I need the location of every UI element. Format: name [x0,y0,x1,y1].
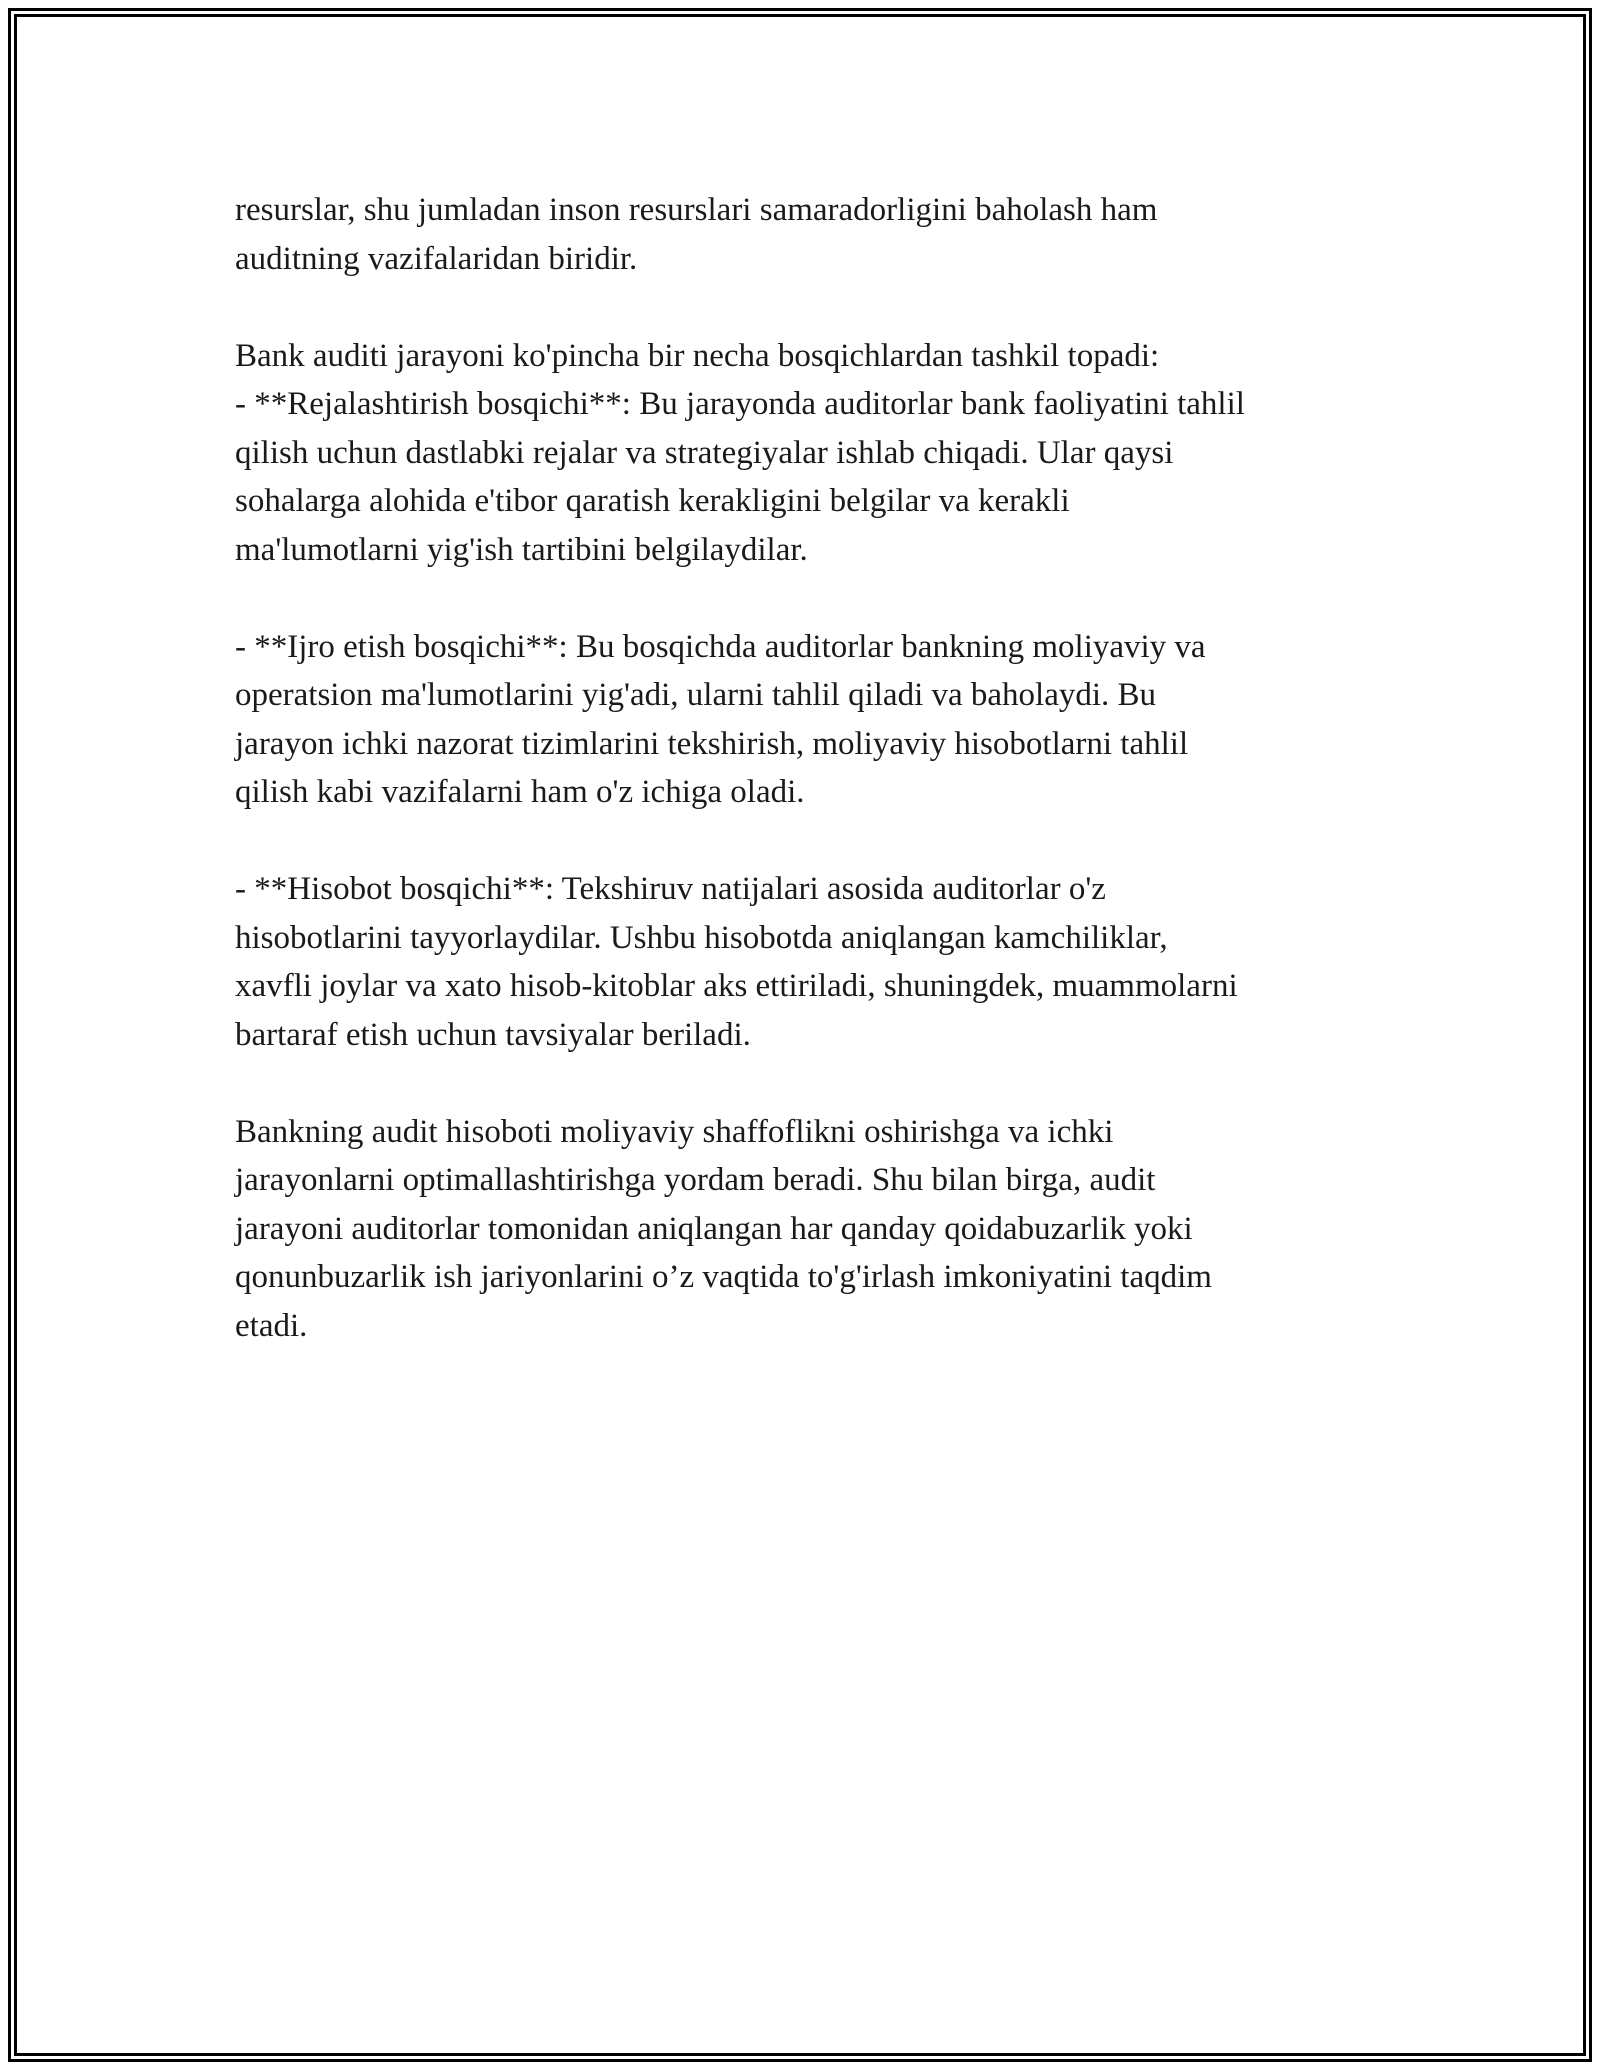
text-line: ma'lumotlarni yig'ish tartibini belgilaydilar. [235,531,808,568]
text-line: jarayonlarni optimallashtirishga yordam beradi. Shu bilan birga, audit [235,1162,1156,1198]
text-line: resurslar, shu jumladan inson resurslari samaradorligini baholash ham [235,192,1158,228]
text-line: - **Hisobot bosqichi**: Tekshiruv natijalari asosida auditorlar o'z [235,871,1106,907]
text-line: jarayon ichki nazorat tizimlarini tekshirish, moliyaviy hisobotlarni tahlil [235,725,1189,762]
paragraph-gap [235,1059,1370,1108]
paragraph-gap [235,817,1370,866]
text-line: auditning vazifalaridan biridir. [235,240,638,277]
paragraph-intro [235,186,1370,283]
text-line: Bank auditi jarayoni ko'pincha bir necha bosqichlardan tashkil topadi: [235,337,1160,374]
text-line: etadi. [235,1307,308,1344]
paragraph-stages-planning [235,332,1370,575]
paragraph-execution-stage [235,623,1370,817]
text-line: hisobotlarini tayyorlaydilar. Ushbu hisobotda aniqlangan kamchiliklar, [235,919,1168,956]
document-body [235,186,1370,1350]
text-line: bartaraf etish uchun tavsiyalar beriladi. [235,1016,751,1053]
text-line: qonunbuzarlik ish jariyonlarini o’z vaqtida to'g'irlash imkoniyatini taqdim [235,1259,1212,1295]
paragraph-gap [235,574,1370,623]
text-line: - **Rejalashtirish bosqichi**: Bu jarayonda auditorlar bank faoliyatini tahlil [235,386,1245,422]
text-line: sohalarga alohida e'tibor qaratish kerakligini belgilar va kerakli [235,483,1070,519]
text-line: qilish kabi vazifalarni ham o'z ichiga oladi. [235,774,805,810]
text-line: Bankning audit hisoboti moliyaviy shaffoflikni oshirishga va ichki [235,1113,1114,1150]
text-line: jarayoni auditorlar tomonidan aniqlangan har qanday qoidabuzarlik yoki [235,1210,1193,1247]
paragraph-report-stage [235,865,1370,1059]
text-line: qilish uchun dastlabki rejalar va strategiyalar ishlab chiqadi. Ular qaysi [235,434,1174,471]
paragraph-conclusion [235,1108,1370,1351]
text-line: xavfli joylar va xato hisob-kitoblar aks ettiriladi, shuningdek, muammolarni [235,968,1238,1004]
paragraph-gap [235,283,1370,332]
text-line: - **Ijro etish bosqichi**: Bu bosqichda auditorlar bankning moliyaviy va [235,628,1206,665]
text-line: operatsion ma'lumotlarini yig'adi, ularni tahlil qiladi va baholaydi. Bu [235,677,1157,713]
